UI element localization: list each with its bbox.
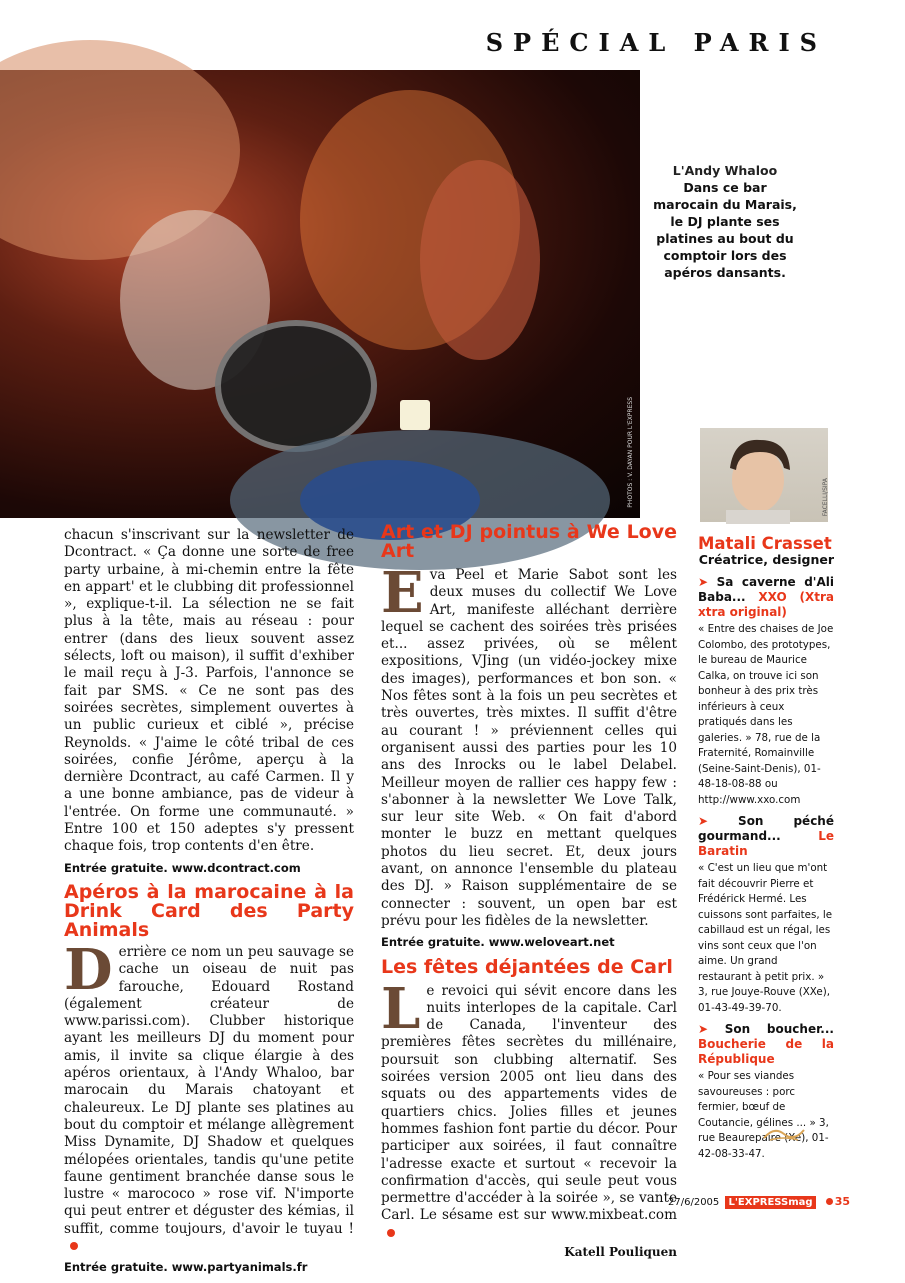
page-footer <box>668 1195 850 1209</box>
author-signature: Katell Pouliquen <box>564 1244 677 1259</box>
arrow-icon: ➤ <box>698 814 709 828</box>
designer-role: Créatrice, designer <box>698 552 834 567</box>
sidebar-subhead: ➤ Son boucher... Boucherie de la République <box>698 1022 834 1066</box>
issue-date: 27/6/2005 <box>668 1197 720 1208</box>
section-heading: Art et DJ pointus à We Love Art <box>381 521 677 562</box>
article-paragraph: Le revoici qui sévit encore dans les nuits interlopes de la capitale. Carl de Canada, l'inventeur des premières fêtes secrètes du millénaire, poursuit son clubbing alternatif. Ses soirées version 2005 ont lieu dans des squats ou des appartements vides de quartiers chics. Jolies filles et jeunes hommes fashion font partie du décor. Pour participer aux soirées, il faut connaître l'adresse exacte et surtout « recevoir la confirmation d'accès, qui seule peut vous permettre d'accéder à la soirée », se vante Carl. Le sésame est sur www.mixbeat.com <box>381 983 677 1242</box>
article-column-2 <box>381 523 677 1261</box>
bullet-icon <box>826 1198 833 1205</box>
magazine-logo: L'EXPRESSmag <box>725 1196 815 1209</box>
page-number: 35 <box>834 1195 851 1208</box>
info-line <box>64 860 354 877</box>
portrait-credit: FACELLI/SIPA <box>822 477 829 516</box>
arrow-icon: ➤ <box>698 575 709 589</box>
drop-cap: E <box>381 560 424 626</box>
photo-caption <box>651 162 799 281</box>
drop-cap: L <box>381 975 421 1042</box>
article-paragraph: Eva Peel et Marie Sabot sont les deux muses du collectif We Love Art, manifeste alléchant derrière lequel se cachent des soirées très prisées et... assez privées, où se mêlent expositions, VJing (un vidéo-jockey mixe des images), performances et bon son. « Nos fêtes sont à la fois un peu secrètes et très ouvertes, très mixtes. Il suffit d'être au courant ! » préviennent celles qui organisent aussi des parties pour les 10 ans des Inrocks ou le label Delabel. Meilleur moyen de rallier ces happy few : s'abonner à la newsletter We Love Talk, sur leur site Web. « On fait d'abord monter le buzz en mettant quelques photos du lieu secret. Et, deux jours avant, on annonce l'ensemble du plateau des DJ. » Raison supplémentaire de se connecter : souvent, un open bar est prévu pour les fidèles de la newsletter. <box>381 560 677 929</box>
section-heading: Les fêtes déjantées de Carl <box>381 955 673 978</box>
sidebar-column <box>698 535 834 1168</box>
drop-cap: D <box>64 936 113 1003</box>
article-paragraph: chacun s'inscrivant sur la newsletter de Dcontract. « Ça donne une sorte de free party urbaine, à mi-chemin entre la fête en appart' et le clubbing dit professionnel », explique-t-il. La sélection ne se fait plus à la tête, mais au réseau : pour entrer (dans des lieux souvent assez sélects, loft ou maison), il suffit d'exhiber le mail reçu à J-3. Parfois, l'annonce se fait par SMS. « Ce ne sont pas des soirées secrètes, simplement ouvertes à un public curieux et ciblé », précise Reynolds. « J'aime le côté tribal de ces soirées, confie Jérôme, aperçu à la dernière Dcontract, au café Carmen. Il y a une bonne ambiance, pas de videur à l'entrée. On forme une communauté. » Entre 100 et 150 adeptes s'y pressent chaque fois, trop contents d'en être. <box>64 527 354 855</box>
sidebar-text: « Entre des chaises de Joe Colombo, des prototypes, le bureau de Maurice Calka, on trouve ici son bonheur à des prix très inférieurs à ceux pratiqués dans les galeries. » 78, rue de la Fraternité, Romainville (Seine-Saint-Denis), 01-48-18-08-88 ou http://www.xxo.com <box>698 623 834 806</box>
section-title: SPÉCIAL PARIS <box>485 28 827 57</box>
portrait-photo <box>700 428 828 522</box>
designer-name: Matali Crasset <box>698 534 832 553</box>
ornament-icon <box>760 1122 808 1144</box>
sidebar-subhead: ➤ Son péché gourmand... Le Baratin <box>698 814 834 858</box>
article-paragraph: Derrière ce nom un peu sauvage se cache un oiseau de nuit pas farouche, Edouard Rostand (également créateur de www.parissi.com). Clubber historique ayant les meilleurs DJ du moment pour amis, il invite sa clique élargie à des apéros orientaux, à l'Andy Whaloo, bar marocain du Marais chatoyant et chaleureux. Le DJ plante ses platines au bout du comptoir et mélange allègrement Miss Dynamite, DJ Shadow et quelques mélopées orientales, tandis qu'une petite faune gentiment branchée danse sous le lustre « marococo » rose vif. N'importe qui peut entrer et déguster des kémias, il suffit, comme toujours, d'avoir le tuyau ! <box>64 944 354 1255</box>
arrow-icon: ➤ <box>698 1022 709 1036</box>
photo-credit: PHOTOS : V. DAYAN POUR L'EXPRESS <box>627 397 634 508</box>
info-text: Entrée gratuite. www.weloveart.net <box>381 935 615 950</box>
end-dot-icon <box>70 1242 78 1250</box>
info-line <box>381 934 677 951</box>
info-text: Entrée gratuite. www.partyanimals.fr <box>64 1260 308 1275</box>
info-text: Entrée gratuite. www.dcontract.com <box>64 860 301 875</box>
article-column-1 <box>64 527 354 1283</box>
sidebar-text: « C'est un lieu que m'ont fait découvrir Pierre et Frédérick Hermé. Les cuissons sont parfaites, le cabillaud est un régal, les vins sont ceux que l'on aime. Un grand restaurant à petit prix. » 3, rue Jouye-Rouve (XXe), 01-43-49-39-70. <box>698 862 833 1014</box>
info-line <box>64 1259 354 1276</box>
dj-party-photo <box>0 70 640 518</box>
portrait-illustration <box>700 428 828 522</box>
caption-title: L'Andy Whaloo <box>672 163 778 178</box>
section-heading: Apéros à la marocaine à la Drink Card des Party Animals <box>64 880 354 941</box>
caption-text: Dans ce bar marocain du Marais, le DJ plante ses platines au bout du comptoir lors des apéros dansants. <box>653 180 797 280</box>
sidebar-text: « Pour ses viandes savoureuses : porc fermier, bœuf de Coutancie, gélines ... » 3, rue Beaurepaire (Xe), 01-42-08-33-47. <box>698 1070 829 1160</box>
sidebar-subhead: ➤ Sa caverne d'Ali Baba... XXO (Xtra xtra original) <box>698 575 834 619</box>
end-dot-icon <box>387 1229 395 1237</box>
